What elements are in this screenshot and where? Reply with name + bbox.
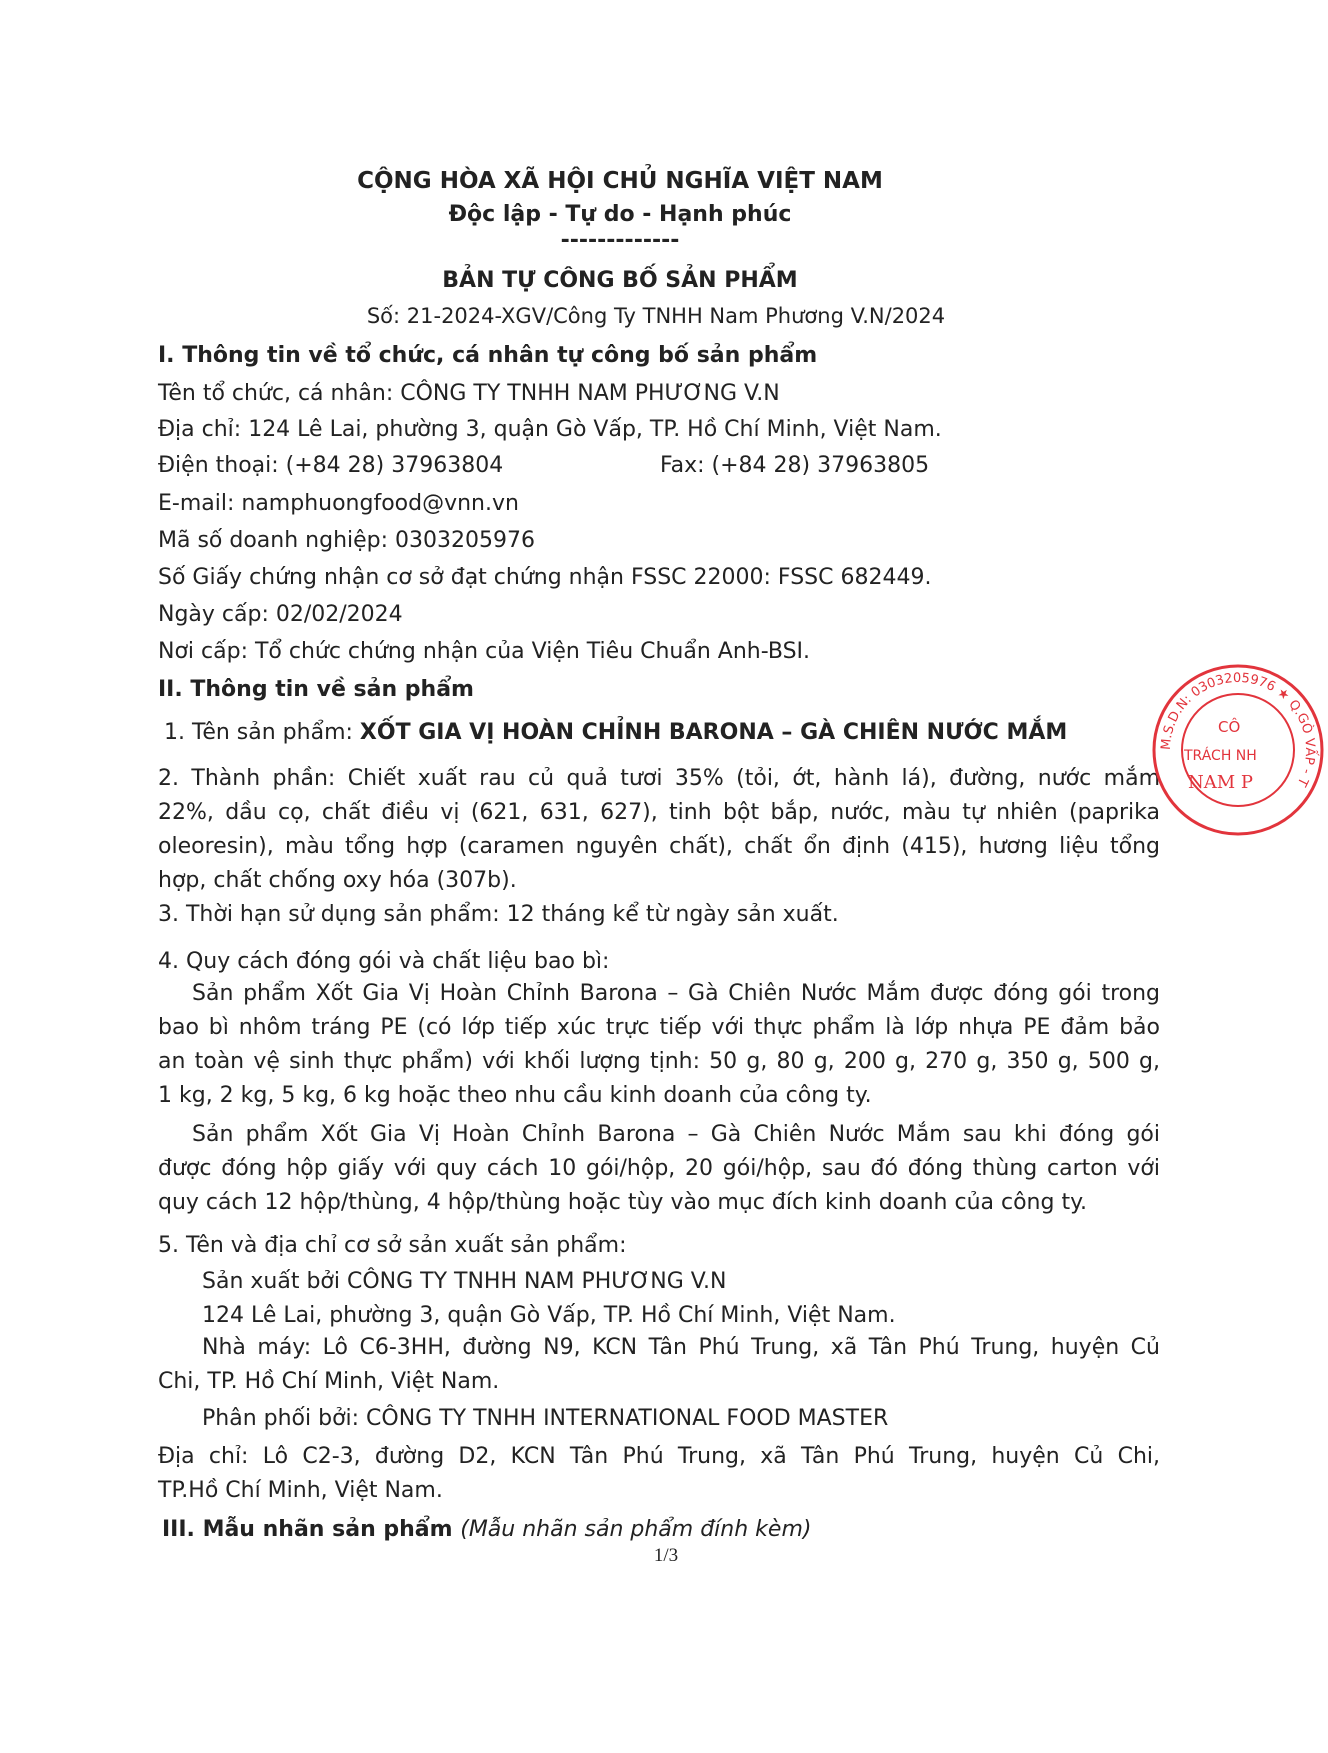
packaging-line: an toàn vệ sinh thực phẩm) với khối lượng tịnh: 50 g, 80 g, 200 g, 270 g, 350 g, 500 g,	[158, 1049, 1160, 1074]
page-number: 1/3	[653, 1545, 679, 1566]
manufacturer-heading: 5. Tên và địa chỉ cơ sở sản xuất sản phẩm:	[158, 1233, 627, 1258]
fax-number: Fax: (+84 28) 37963805	[660, 453, 930, 478]
ingredients-line: oleoresin), màu tổng hợp (caramen nguyên chất), chất ổn định (415), hương liệu tổng	[158, 834, 1160, 859]
product-name-label: 1. Tên sản phẩm:	[164, 720, 360, 745]
factory-line: Nhà máy: Lô C6-3HH, đường N9, KCN Tân Phú Trung, xã Tân Phú Trung, huyện Củ	[202, 1335, 1160, 1360]
section-3-note: (Mẫu nhãn sản phẩm đính kèm)	[460, 1517, 812, 1542]
email-address: E-mail: namphuongfood@vnn.vn	[158, 491, 519, 516]
country-name: CỘNG HÒA XÃ HỘI CHỦ NGHĨA VIỆT NAM	[357, 168, 883, 194]
produced-address: 124 Lê Lai, phường 3, quận Gò Vấp, TP. Hồ Chí Minh, Việt Nam.	[202, 1303, 896, 1328]
distributed-by: Phân phối bởi: CÔNG TY TNHH INTERNATIONAL FOOD MASTER	[202, 1406, 889, 1431]
distributor-address	[158, 1440, 1160, 1508]
phone-number: Điện thoại: (+84 28) 37963804	[158, 453, 504, 478]
packaging-paragraph-2	[158, 1118, 1160, 1220]
section-3-heading	[162, 1516, 811, 1544]
packaging-paragraph-1	[158, 977, 1160, 1113]
header-divider: -------------	[560, 228, 680, 253]
stamp-line-1: CÔ	[1218, 718, 1241, 736]
packaging-line: Sản phẩm Xốt Gia Vị Hoàn Chỉnh Barona – Gà Chiên Nước Mắm được đóng gói trong	[192, 981, 1160, 1006]
certificate-number: Số Giấy chứng nhận cơ sở đạt chứng nhận FSSC 22000: FSSC 682449.	[158, 565, 932, 590]
packaging-line: quy cách 12 hộp/thùng, 4 hộp/thùng hoặc tùy vào mục đích kinh doanh của công ty.	[158, 1190, 1087, 1215]
section-2-heading: II. Thông tin về sản phẩm	[158, 677, 474, 702]
organization-name: Tên tổ chức, cá nhân: CÔNG TY TNHH NAM PHƯƠNG V.N	[158, 381, 780, 406]
document-number: Số: 21-2024-XGV/Công Ty TNHH Nam Phương V.N/2024	[366, 304, 946, 328]
company-stamp	[1148, 660, 1328, 840]
packaging-line: Sản phẩm Xốt Gia Vị Hoàn Chỉnh Barona – Gà Chiên Nước Mắm sau khi đóng gói	[192, 1122, 1160, 1147]
shelf-life: 3. Thời hạn sử dụng sản phẩm: 12 tháng kể từ ngày sản xuất.	[158, 902, 839, 927]
distributor-line: Địa chỉ: Lô C2-3, đường D2, KCN Tân Phú Trung, xã Tân Phú Trung, huyện Củ Chi,	[158, 1444, 1160, 1469]
organization-address: Địa chỉ: 124 Lê Lai, phường 3, quận Gò Vấp, TP. Hồ Chí Minh, Việt Nam.	[158, 417, 942, 442]
national-motto: Độc lập - Tự do - Hạnh phúc	[448, 202, 792, 227]
product-name-value: XỐT GIA VỊ HOÀN CHỈNH BARONA – GÀ CHIÊN NƯỚC MẮM	[359, 720, 1068, 745]
section-1-heading: I. Thông tin về tổ chức, cá nhân tự công bố sản phẩm	[158, 343, 818, 368]
section-3-title: III. Mẫu nhãn sản phẩm	[162, 1517, 461, 1542]
distributor-line: TP.Hồ Chí Minh, Việt Nam.	[158, 1478, 443, 1503]
packaging-line: được đóng hộp giấy với quy cách 10 gói/hộp, 20 gói/hộp, sau đó đóng thùng carton với	[158, 1156, 1160, 1181]
packaging-line: 1 kg, 2 kg, 5 kg, 6 kg hoặc theo nhu cầu kinh doanh của công ty.	[158, 1083, 872, 1108]
product-name	[164, 719, 1067, 747]
factory-line: Chi, TP. Hồ Chí Minh, Việt Nam.	[158, 1369, 500, 1394]
ingredients-line: 22%, dầu cọ, chất điều vị (621, 631, 627), tinh bột bắp, nước, màu tự nhiên (paprika	[158, 800, 1160, 825]
stamp-line-2: TRÁCH NH	[1184, 748, 1257, 764]
stamp-ring-text: M.S.D.N: 0303205976 ★ Q.GÒ VẤP - T	[1158, 670, 1318, 789]
ingredients-line: 2. Thành phần: Chiết xuất rau củ quả tươi 35% (tỏi, ớt, hành lá), đường, nước mắm	[158, 766, 1160, 791]
document-title: BẢN TỰ CÔNG BỐ SẢN PHẨM	[442, 268, 798, 293]
stamp-line-3: NAM P	[1188, 772, 1254, 793]
issuer: Nơi cấp: Tổ chức chứng nhận của Viện Tiêu Chuẩn Anh-BSI.	[158, 639, 811, 664]
packaging-line: bao bì nhôm tráng PE (có lớp tiếp xúc trực tiếp với thực phẩm là lớp nhựa PE đảm bảo	[158, 1015, 1160, 1040]
business-code: Mã số doanh nghiệp: 0303205976	[158, 528, 535, 553]
ingredients-paragraph	[158, 762, 1160, 898]
packaging-heading: 4. Quy cách đóng gói và chất liệu bao bì:	[158, 949, 610, 974]
ingredients-line: hợp, chất chống oxy hóa (307b).	[158, 868, 517, 893]
produced-by: Sản xuất bởi CÔNG TY TNHH NAM PHƯƠNG V.N	[202, 1269, 727, 1294]
factory-address	[158, 1331, 1160, 1399]
issue-date: Ngày cấp: 02/02/2024	[158, 602, 403, 627]
